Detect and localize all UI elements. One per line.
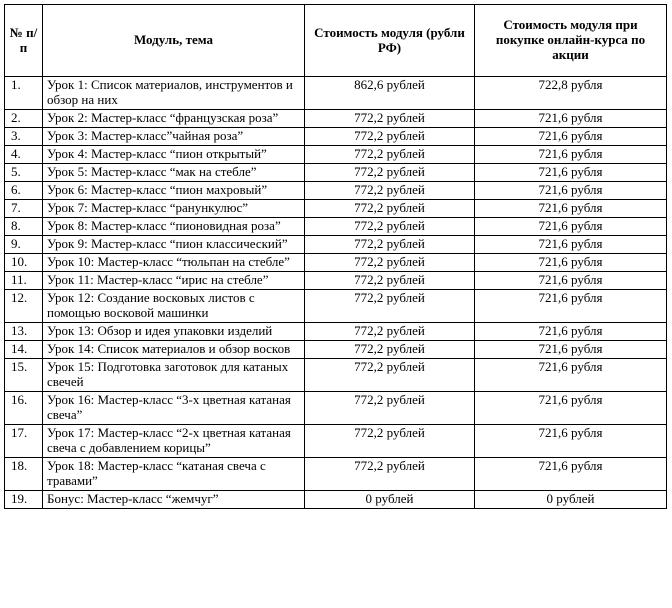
row-topic: Урок 1: Список материалов, инструментов и обзор на них <box>43 77 305 110</box>
table-row <box>5 254 667 272</box>
row-topic: Урок 14: Список материалов и обзор восков <box>43 341 305 359</box>
row-number: 15. <box>5 359 43 392</box>
table-row <box>5 77 667 110</box>
row-topic: Урок 11: Мастер-класс “ирис на стебле” <box>43 272 305 290</box>
row-cost: 772,2 рублей <box>305 272 475 290</box>
row-topic: Урок 9: Мастер-класс “пион классический” <box>43 236 305 254</box>
header-promo-cost: Стоимость модуля при покупке онлайн-курса по акции <box>475 5 667 77</box>
row-number: 12. <box>5 290 43 323</box>
table-row <box>5 110 667 128</box>
row-cost: 772,2 рублей <box>305 128 475 146</box>
row-promo-cost: 0 рублей <box>475 491 667 509</box>
row-promo-cost: 721,6 рубля <box>475 236 667 254</box>
row-promo-cost: 721,6 рубля <box>475 290 667 323</box>
row-topic: Урок 17: Мастер-класс “2-х цветная катаная свеча с добавлением корицы” <box>43 425 305 458</box>
table-header-row <box>5 5 667 77</box>
row-topic: Урок 16: Мастер-класс “3-х цветная катаная свеча” <box>43 392 305 425</box>
row-cost: 772,2 рублей <box>305 458 475 491</box>
row-number: 7. <box>5 200 43 218</box>
table-row <box>5 164 667 182</box>
row-cost: 772,2 рублей <box>305 359 475 392</box>
row-topic: Урок 18: Мастер-класс “катаная свеча с травами” <box>43 458 305 491</box>
header-num: № п/п <box>5 5 43 77</box>
row-number: 3. <box>5 128 43 146</box>
row-number: 14. <box>5 341 43 359</box>
row-promo-cost: 721,6 рубля <box>475 458 667 491</box>
table-row <box>5 218 667 236</box>
table-body <box>5 77 667 509</box>
row-number: 9. <box>5 236 43 254</box>
row-topic: Урок 4: Мастер-класс “пион открытый” <box>43 146 305 164</box>
row-promo-cost: 721,6 рубля <box>475 323 667 341</box>
row-topic: Урок 15: Подготовка заготовок для катаных свечей <box>43 359 305 392</box>
header-topic: Модуль, тема <box>43 5 305 77</box>
row-promo-cost: 721,6 рубля <box>475 272 667 290</box>
row-promo-cost: 721,6 рубля <box>475 182 667 200</box>
row-number: 17. <box>5 425 43 458</box>
row-cost: 772,2 рублей <box>305 164 475 182</box>
row-topic: Урок 7: Мастер-класс “ранункулюс” <box>43 200 305 218</box>
row-number: 18. <box>5 458 43 491</box>
row-cost: 772,2 рублей <box>305 290 475 323</box>
row-cost: 772,2 рублей <box>305 146 475 164</box>
row-topic: Бонус: Мастер-класс “жемчуг” <box>43 491 305 509</box>
table-row <box>5 458 667 491</box>
table-row <box>5 323 667 341</box>
table-row <box>5 392 667 425</box>
row-topic: Урок 13: Обзор и идея упаковки изделий <box>43 323 305 341</box>
row-cost: 772,2 рублей <box>305 254 475 272</box>
row-promo-cost: 721,6 рубля <box>475 359 667 392</box>
table-row <box>5 491 667 509</box>
row-number: 19. <box>5 491 43 509</box>
row-topic: Урок 5: Мастер-класс “мак на стебле” <box>43 164 305 182</box>
table-row <box>5 290 667 323</box>
row-promo-cost: 721,6 рубля <box>475 425 667 458</box>
row-promo-cost: 721,6 рубля <box>475 341 667 359</box>
row-promo-cost: 721,6 рубля <box>475 128 667 146</box>
row-cost: 772,2 рублей <box>305 236 475 254</box>
row-promo-cost: 721,6 рубля <box>475 200 667 218</box>
table-row <box>5 182 667 200</box>
row-cost: 772,2 рублей <box>305 218 475 236</box>
row-cost: 772,2 рублей <box>305 425 475 458</box>
row-topic: Урок 2: Мастер-класс “французская роза” <box>43 110 305 128</box>
row-number: 11. <box>5 272 43 290</box>
row-promo-cost: 721,6 рубля <box>475 164 667 182</box>
table-row <box>5 425 667 458</box>
row-promo-cost: 721,6 рубля <box>475 254 667 272</box>
row-topic: Урок 6: Мастер-класс “пион махровый” <box>43 182 305 200</box>
row-topic: Урок 8: Мастер-класс “пионовидная роза” <box>43 218 305 236</box>
row-promo-cost: 721,6 рубля <box>475 218 667 236</box>
table-row <box>5 128 667 146</box>
row-cost: 0 рублей <box>305 491 475 509</box>
table-row <box>5 272 667 290</box>
row-cost: 772,2 рублей <box>305 323 475 341</box>
row-number: 16. <box>5 392 43 425</box>
row-number: 10. <box>5 254 43 272</box>
row-number: 2. <box>5 110 43 128</box>
row-topic: Урок 3: Мастер-класс”чайная роза” <box>43 128 305 146</box>
row-promo-cost: 721,6 рубля <box>475 392 667 425</box>
table-row <box>5 341 667 359</box>
row-cost: 772,2 рублей <box>305 200 475 218</box>
row-number: 13. <box>5 323 43 341</box>
table-row <box>5 236 667 254</box>
table-row <box>5 146 667 164</box>
row-topic: Урок 10: Мастер-класс “тюльпан на стебле” <box>43 254 305 272</box>
row-cost: 772,2 рублей <box>305 341 475 359</box>
table-row <box>5 359 667 392</box>
row-number: 8. <box>5 218 43 236</box>
row-promo-cost: 722,8 рубля <box>475 77 667 110</box>
row-cost: 862,6 рублей <box>305 77 475 110</box>
table-row <box>5 200 667 218</box>
row-number: 6. <box>5 182 43 200</box>
row-cost: 772,2 рублей <box>305 182 475 200</box>
row-cost: 772,2 рублей <box>305 110 475 128</box>
price-table <box>4 4 667 509</box>
row-cost: 772,2 рублей <box>305 392 475 425</box>
row-number: 1. <box>5 77 43 110</box>
row-promo-cost: 721,6 рубля <box>475 110 667 128</box>
row-promo-cost: 721,6 рубля <box>475 146 667 164</box>
row-number: 5. <box>5 164 43 182</box>
header-cost: Стоимость модуля (рубли РФ) <box>305 5 475 77</box>
row-topic: Урок 12: Создание восковых листов с помощью восковой машинки <box>43 290 305 323</box>
row-number: 4. <box>5 146 43 164</box>
